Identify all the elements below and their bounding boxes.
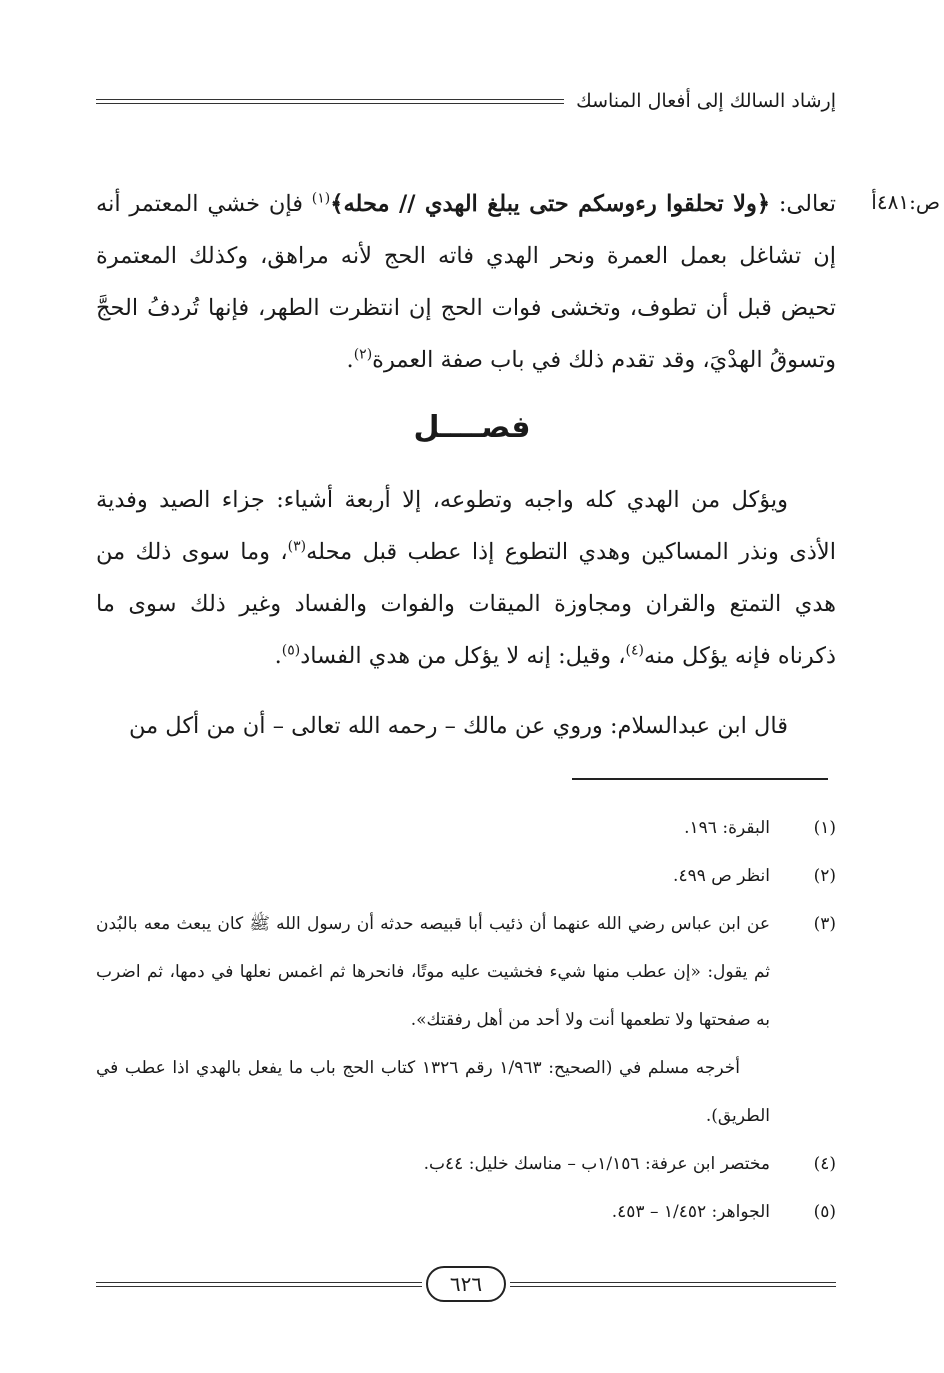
- paragraph-2-end: .: [274, 643, 282, 669]
- footnote-number: (١): [813, 818, 836, 838]
- running-title: إرشاد السالك إلى أفعال المناسك: [576, 90, 836, 112]
- footnote-text: انظر ص ٤٩٩.: [673, 866, 770, 886]
- header-rule: [96, 99, 564, 104]
- paragraph-1-lead: تعالى:: [770, 191, 836, 217]
- paragraph-2-part-3: ، وقيل: إنه لا يؤكل من هدي الفساد: [300, 643, 626, 669]
- paragraph-1-text: فإن خشي المعتمر أنه إن تشاغل بعمل العمرة ونحر الهدي فاته الحج لأنه مراهق، وكذلك المعتمرة تحيض قبل أن تطوف، وتخشى فوات الحج إن انتظرت الطهر، فإنها تُردفُ الحجَّ وتسوقُ الهدْيَ، وقد تقدم ذلك في باب صفة العمرة: [96, 191, 836, 373]
- footnote-text: مختصر ابن عرفة: ١/١٥٦ب – مناسك خليل: ٤٤ب.: [423, 1154, 770, 1174]
- footnote-ref-1[interactable]: (١): [311, 190, 331, 207]
- quran-verse: ﴿ولا تحلقوا رءوسكم حتى يبلغ الهدي // محله﴾: [330, 191, 771, 217]
- footnote-ref-4[interactable]: (٤): [625, 642, 644, 659]
- footnote-number: (٤): [813, 1154, 836, 1174]
- running-header: [96, 86, 836, 116]
- page-number: ٦٢٦: [426, 1266, 506, 1302]
- footnote-number: (٣): [813, 914, 836, 934]
- footnote-text: الجواهر: ١/٤٥٢ – ٤٥٣.: [611, 1202, 770, 1222]
- footnote-ref-2[interactable]: (٢): [353, 346, 373, 363]
- footnote-ref-3[interactable]: (٣): [287, 538, 307, 555]
- footnote-4: [96, 1140, 836, 1188]
- paragraph-2-part-1: ويؤكل من الهدي كله واجبه وتطوعه، إلا أربعة أشياء: جزاء الصيد وفدية الأذى ونذر المساكين وهدي التطوع إذا عطب قبل محله: [96, 487, 836, 565]
- footnote-text: عن ابن عباس رضي الله عنهما أن ذئيب أبا قبيصه حدثه أن رسول الله ﷺ كان يبعث معه بالبُدن ثم يقول: «إن عطب منها شيء فخشيت عليه موتًا، فانحرها ثم اغمس نعلها في دمها، ثم اضرب به صفحتها ولا تطعمها أنت ولا أحد من أهل رفقتك».: [96, 914, 770, 1030]
- paragraph-1: [96, 178, 836, 386]
- footnote-ref-5[interactable]: (٥): [281, 642, 301, 659]
- footnote-1: [96, 804, 836, 852]
- margin-reference: ص:٤٨١أ: [871, 190, 940, 214]
- paragraph-3-text: قال ابن عبدالسلام: وروي عن مالك – رحمه الله تعالى – أن من أكل من: [128, 713, 788, 739]
- paragraph-2: [96, 474, 836, 682]
- footnote-separator: [572, 778, 828, 780]
- section-heading: فصــــل: [413, 410, 531, 445]
- paragraph-3: [96, 700, 836, 752]
- paragraph-2-part-2: ، وما سوى ذلك من هدي التمتع والقران ومجاوزة الميقات والفوات والفساد وغير ذلك سوى ما ذكرناه فإنه يؤكل منه: [96, 539, 836, 669]
- footnote-number: (٢): [813, 866, 836, 886]
- page-footer: [96, 1264, 836, 1304]
- footnote-5: [96, 1188, 836, 1236]
- footnote-2: [96, 852, 836, 900]
- footnote-text-block: [96, 900, 770, 1140]
- paragraph-1-end: .: [346, 347, 354, 373]
- footnote-text: البقرة: ١٩٦.: [684, 818, 770, 838]
- footer-rule-left: [96, 1282, 422, 1287]
- footnote-3: [96, 900, 836, 1140]
- footnotes: [96, 804, 836, 1236]
- footnote-source: أخرجه مسلم في (الصحيح: ١/٩٦٣ رقم ١٣٢٦ كتاب الحج باب ما يفعل بالهدي اذا عطب في الطريق).: [96, 1058, 770, 1126]
- footer-rule-right: [510, 1282, 836, 1287]
- footnote-number: (٥): [813, 1202, 836, 1222]
